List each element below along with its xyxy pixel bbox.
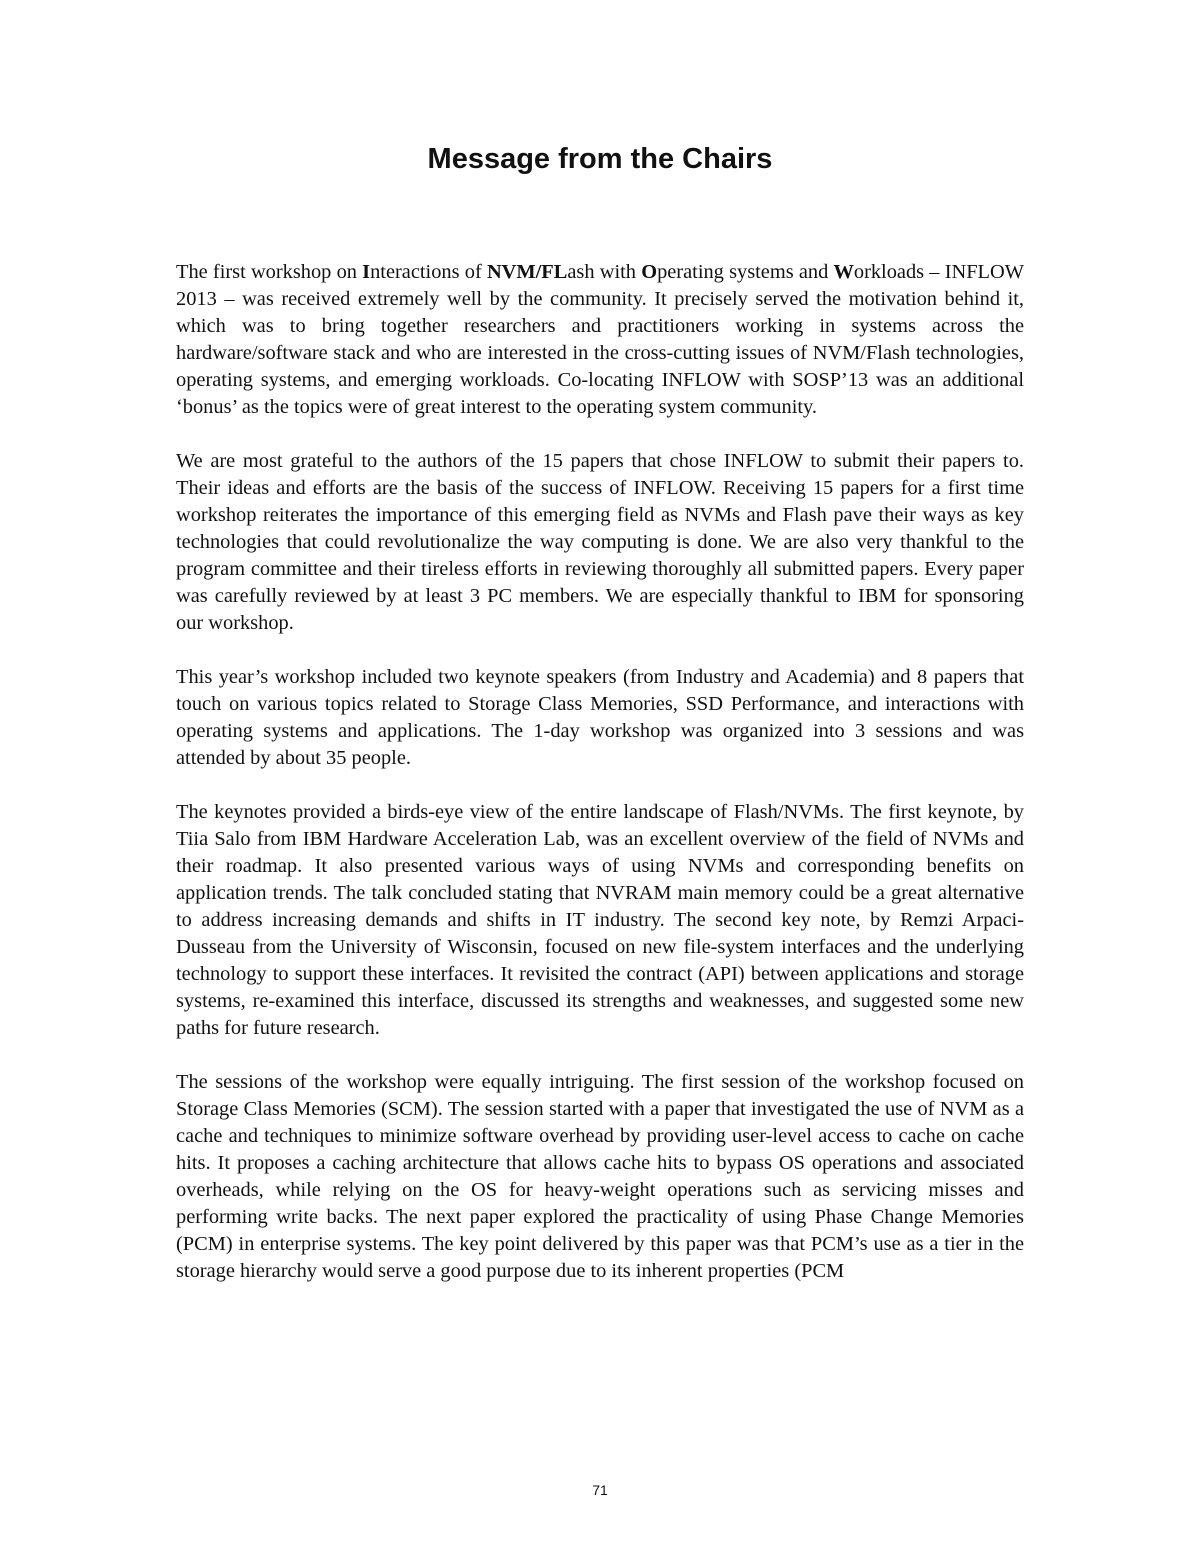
- acronym-letter: O: [641, 261, 658, 283]
- paragraph-sessions: The sessions of the workshop were equally intriguing. The first session of the workshop focused on Storage Class Memories (SCM). The session started with a paper that investigated the use of NVM as a cache and techniques to minimize software overhead by providing user-level access to cache on cache hits. It proposes a caching architecture that allows cache hits to bypass OS operations and associated overheads, while relying on the OS for heavy-weight operations such as servicing misses and performing write backs. The next paper explored the practicality of using Phase Change Memories (PCM) in enterprise systems. The key point delivered by this paper was that PCM’s use as a tier in the storage hierarchy would serve a good purpose due to its inherent properties (PCM: [176, 1071, 1024, 1282]
- document-body: [176, 259, 1024, 1312]
- page-number: 71: [592, 1482, 608, 1498]
- paragraph-workshop-overview: This year’s workshop included two keynote speakers (from Industry and Academia) and 8 papers that touch on various topics related to Storage Class Memories, SSD Performance, and interactions with operating systems and applications. The 1-day workshop was organized into 3 sessions and was attended by about 35 people.: [176, 666, 1024, 769]
- text-run: The first workshop on: [176, 261, 363, 283]
- acronym-letter: NVM/FL: [486, 261, 568, 283]
- page-title: Message from the Chairs: [427, 143, 773, 175]
- paragraph-acknowledgements: We are most grateful to the authors of the 15 papers that chose INFLOW to submit their papers to. Their ideas and efforts are the basis of the success of INFLOW. Receiving 15 papers for a first time workshop reiterates the importance of this emerging field as NVMs and Flash pave their ways as key technologies that could revolutionalize the way computing is done. We are also very thankful to the program committee and their tireless efforts in reviewing thoroughly all submitted papers. Every paper was carefully reviewed by at least 3 PC members. We are especially thankful to IBM for sponsoring our workshop.: [176, 450, 1024, 634]
- text-run: ash with: [567, 261, 642, 283]
- text-run: orkloads – INFLOW 2013 – was received extremely well by the community. It precisely served the motivation behind it, which was to bring together researchers and practitioners working in systems across the hardware/software stack and who are interested in the cross-cutting issues of NVM/Flash technologies, operating systems, and emerging workloads. Co-locating INFLOW with SOSP’13 was an additional ‘bonus’ as the topics were of great interest to the operating system community.: [176, 261, 1024, 418]
- paragraph-intro: [176, 259, 1024, 421]
- acronym-letter: W: [833, 261, 854, 283]
- paragraph-keynotes: The keynotes provided a birds-eye view of the entire landscape of Flash/NVMs. The first keynote, by Tiia Salo from IBM Hardware Acceleration Lab, was an excellent overview of the field of NVMs and their roadmap. It also presented various ways of using NVMs and corresponding benefits on application trends. The talk concluded stating that NVRAM main memory could be a great alternative to address increasing demands and shifts in IT industry. The second key note, by Remzi Arpaci-Dusseau from the University of Wisconsin, focused on new file-system interfaces and the underlying technology to support these interfaces. It revisited the contract (API) between applications and storage systems, re-examined this interface, discussed its strengths and weaknesses, and suggested some new paths for future research.: [176, 801, 1024, 1039]
- acronym-letter: I: [362, 261, 371, 283]
- text-run: nteractions of: [370, 261, 487, 283]
- text-run: perating systems and: [657, 261, 834, 283]
